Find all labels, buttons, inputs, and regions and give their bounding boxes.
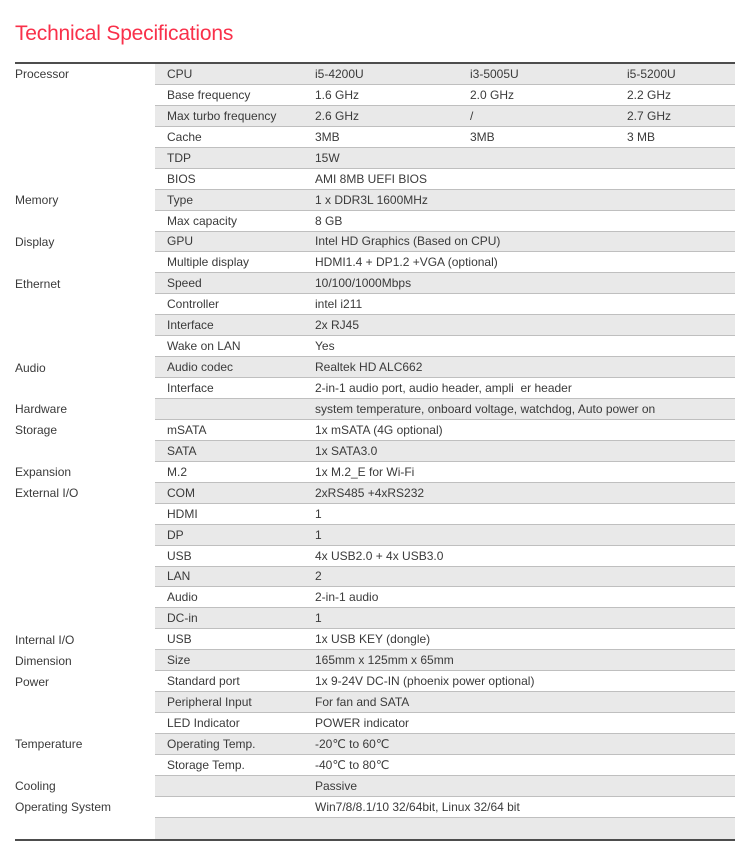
table-row — [15, 399, 735, 420]
spec-value: 165mm x 125mm x 65mm — [315, 653, 454, 668]
spec-row-band — [155, 399, 735, 420]
spec-row-band — [155, 252, 735, 273]
category-label — [15, 127, 155, 148]
category-label — [15, 546, 155, 567]
category-label — [15, 692, 155, 713]
spec-label: TDP — [167, 150, 191, 165]
spec-label: USB — [167, 548, 192, 563]
table-row — [15, 462, 735, 483]
spec-value: 1 — [315, 611, 322, 626]
table-row — [15, 755, 735, 776]
spec-value: 2-in-1 audio — [315, 590, 379, 605]
spec-value: 3 MB — [627, 129, 656, 144]
spec-value: POWER indicator — [315, 716, 410, 731]
table-row — [15, 650, 735, 671]
spec-label: Storage Temp. — [167, 757, 245, 772]
category-label — [15, 818, 155, 839]
spec-value: 10/100/1000Mbps — [315, 276, 412, 291]
category-label — [15, 211, 155, 232]
spec-label: Max turbo frequency — [167, 108, 277, 123]
spec-row-band — [155, 211, 735, 232]
spec-label: CPU — [167, 66, 193, 81]
category-label: Operating System — [15, 800, 112, 815]
spec-row-band — [155, 273, 735, 294]
spec-value: 1x SATA3.0 — [315, 443, 378, 458]
spec-row-band — [155, 294, 735, 315]
table-row — [15, 818, 735, 839]
category-label — [15, 336, 155, 357]
spec-row-band — [155, 629, 735, 650]
spec-row-band — [155, 755, 735, 776]
category-label — [15, 755, 155, 776]
spec-value: 2 — [315, 569, 322, 584]
spec-row-band — [155, 546, 735, 567]
table-row — [15, 273, 735, 294]
spec-value: 2x RJ45 — [315, 318, 360, 333]
spec-row-band — [155, 525, 735, 546]
spec-row-band — [155, 336, 735, 357]
spec-label: Interface — [167, 381, 214, 396]
spec-label: BIOS — [167, 171, 196, 186]
table-row — [15, 567, 735, 588]
table-row — [15, 608, 735, 629]
spec-value: 1 — [315, 506, 322, 521]
table-row — [15, 671, 735, 692]
page-title: Technical Specifications — [15, 22, 234, 45]
spec-label: Cache — [167, 129, 202, 144]
category-label: Expansion — [15, 465, 72, 480]
table-row — [15, 64, 735, 85]
spec-row-band — [155, 608, 735, 629]
category-label: External I/O — [15, 486, 79, 501]
table-row — [15, 169, 735, 190]
spec-label: mSATA — [167, 422, 207, 437]
spec-row-band — [155, 797, 735, 818]
spec-value: 2.0 GHz — [470, 87, 515, 102]
spec-label: LAN — [167, 569, 191, 584]
spec-value: / — [470, 108, 474, 123]
category-label — [15, 106, 155, 127]
spec-row-band — [155, 734, 735, 755]
category-label: Memory — [15, 193, 59, 208]
spec-row-band — [155, 190, 735, 211]
spec-value: Intel HD Graphics (Based on CPU) — [315, 234, 501, 249]
category-label: Hardware — [15, 402, 68, 417]
spec-label: Wake on LAN — [167, 339, 241, 354]
spec-value: system temperature, onboard voltage, watchdog, Auto power on — [315, 401, 656, 416]
table-row — [15, 734, 735, 755]
category-label: Audio — [15, 360, 46, 375]
spec-label: DP — [167, 527, 184, 542]
spec-row-band — [155, 420, 735, 441]
table-row — [15, 127, 735, 148]
spec-label: Type — [167, 192, 194, 207]
table-row — [15, 546, 735, 567]
category-label — [15, 713, 155, 734]
category-label — [15, 252, 155, 273]
spec-value: For fan and SATA — [315, 695, 410, 710]
spec-label: Peripheral Input — [167, 695, 252, 710]
table-row — [15, 357, 735, 378]
spec-value: 15W — [315, 150, 340, 165]
table-row — [15, 525, 735, 546]
spec-value: 1x M.2_E for Wi-Fi — [315, 464, 415, 479]
table-row — [15, 85, 735, 106]
spec-row-band — [155, 671, 735, 692]
table-row — [15, 294, 735, 315]
spec-row-band — [155, 483, 735, 504]
spec-value: 2.2 GHz — [627, 87, 672, 102]
table-row — [15, 148, 735, 169]
spec-value: 2-in-1 audio port, audio header, ampli er header — [315, 381, 572, 396]
spec-label: M.2 — [167, 464, 188, 479]
spec-value: 1x mSATA (4G optional) — [315, 422, 443, 437]
table-row — [15, 713, 735, 734]
spec-value: 2xRS485 +4xRS232 — [315, 485, 425, 500]
spec-value: i5-5200U — [627, 66, 676, 81]
spec-row-band — [155, 232, 735, 253]
spec-table-body — [15, 64, 735, 839]
spec-label: Max capacity — [167, 213, 238, 228]
spec-label: DC-in — [167, 611, 198, 626]
spec-label: HDMI — [167, 506, 198, 521]
spec-label: Multiple display — [167, 255, 250, 270]
table-row — [15, 252, 735, 273]
table-row — [15, 420, 735, 441]
spec-label: Standard port — [167, 674, 240, 689]
spec-row-band — [155, 692, 735, 713]
spec-label: Audio codec — [167, 360, 234, 375]
table-row — [15, 106, 735, 127]
spec-label: Speed — [167, 276, 202, 291]
spec-label: LED Indicator — [167, 716, 240, 731]
table-row — [15, 336, 735, 357]
category-label: Storage — [15, 423, 58, 438]
spec-value: 2.6 GHz — [315, 108, 360, 123]
table-row — [15, 504, 735, 525]
spec-value: intel i211 — [315, 297, 363, 312]
spec-value: 1x 9-24V DC-IN (phoenix power optional) — [315, 674, 535, 689]
category-label — [15, 315, 155, 336]
spec-label: Interface — [167, 318, 214, 333]
spec-row-band — [155, 148, 735, 169]
spec-row-band — [155, 818, 735, 839]
spec-value: AMI 8MB UEFI BIOS — [315, 171, 428, 186]
spec-value: 1 x DDR3L 1600MHz — [315, 192, 428, 207]
spec-row-band — [155, 315, 735, 336]
category-label: Cooling — [15, 779, 56, 794]
category-label: Dimension — [15, 653, 72, 668]
category-label — [15, 587, 155, 608]
category-label: Internal I/O — [15, 632, 75, 647]
spec-value: Win7/8/8.1/10 32/64bit, Linux 32/64 bit — [315, 799, 520, 814]
spec-row-band — [155, 378, 735, 399]
category-label — [15, 608, 155, 629]
category-label — [15, 85, 155, 106]
table-row — [15, 629, 735, 650]
spec-table — [15, 62, 735, 841]
category-label: Display — [15, 234, 55, 249]
table-row — [15, 378, 735, 399]
spec-row-band — [155, 357, 735, 378]
category-label: Power — [15, 674, 50, 689]
spec-label: GPU — [167, 234, 194, 249]
spec-label: Operating Temp. — [167, 736, 256, 751]
spec-label: Base frequency — [167, 87, 251, 102]
spec-label: SATA — [167, 443, 197, 458]
table-row — [15, 692, 735, 713]
spec-label: Controller — [167, 297, 220, 312]
spec-row-band — [155, 169, 735, 190]
category-label — [15, 148, 155, 169]
spec-row-band — [155, 587, 735, 608]
spec-label: USB — [167, 632, 192, 647]
spec-value: Yes — [315, 339, 335, 354]
category-label — [15, 504, 155, 525]
category-label — [15, 567, 155, 588]
category-label — [15, 169, 155, 190]
spec-row-band — [155, 106, 735, 127]
spec-value: -20℃ to 60℃ — [315, 736, 390, 751]
spec-value: 2.7 GHz — [627, 108, 672, 123]
spec-value: 4x USB2.0 + 4x USB3.0 — [315, 548, 444, 563]
table-row — [15, 315, 735, 336]
spec-row-band — [155, 567, 735, 588]
table-row — [15, 587, 735, 608]
table-row — [15, 211, 735, 232]
category-label — [15, 294, 155, 315]
spec-value: -40℃ to 80℃ — [315, 757, 390, 772]
spec-row-band — [155, 127, 735, 148]
spec-value: 1.6 GHz — [315, 87, 360, 102]
table-row — [15, 776, 735, 797]
table-row — [15, 232, 735, 253]
table-row — [15, 441, 735, 462]
table-row — [15, 797, 735, 818]
spec-value: i3-5005U — [470, 66, 519, 81]
spec-value: 1x USB KEY (dongle) — [315, 632, 431, 647]
spec-value: 8 GB — [315, 213, 343, 228]
spec-value: 1 — [315, 527, 322, 542]
category-label — [15, 525, 155, 546]
spec-row-band — [155, 441, 735, 462]
category-label — [15, 441, 155, 462]
spec-label: Audio — [167, 590, 198, 605]
table-row — [15, 483, 735, 504]
category-label: Ethernet — [15, 276, 61, 291]
spec-row-band — [155, 713, 735, 734]
spec-value: i5-4200U — [315, 66, 364, 81]
spec-row-band — [155, 64, 735, 85]
spec-label: COM — [167, 485, 195, 500]
spec-row-band — [155, 776, 735, 797]
spec-row-band — [155, 650, 735, 671]
spec-row-band — [155, 462, 735, 483]
category-label: Temperature — [15, 737, 83, 752]
spec-value: Passive — [315, 778, 358, 793]
spec-value: 3MB — [470, 129, 495, 144]
spec-row-band — [155, 85, 735, 106]
spec-value: 3MB — [315, 129, 340, 144]
category-label: Processor — [15, 67, 70, 82]
spec-label: Size — [167, 653, 191, 668]
spec-value: HDMI1.4 + DP1.2 +VGA (optional) — [315, 255, 498, 270]
spec-row-band — [155, 504, 735, 525]
spec-value: Realtek HD ALC662 — [315, 360, 423, 375]
category-label — [15, 378, 155, 399]
table-row — [15, 190, 735, 211]
